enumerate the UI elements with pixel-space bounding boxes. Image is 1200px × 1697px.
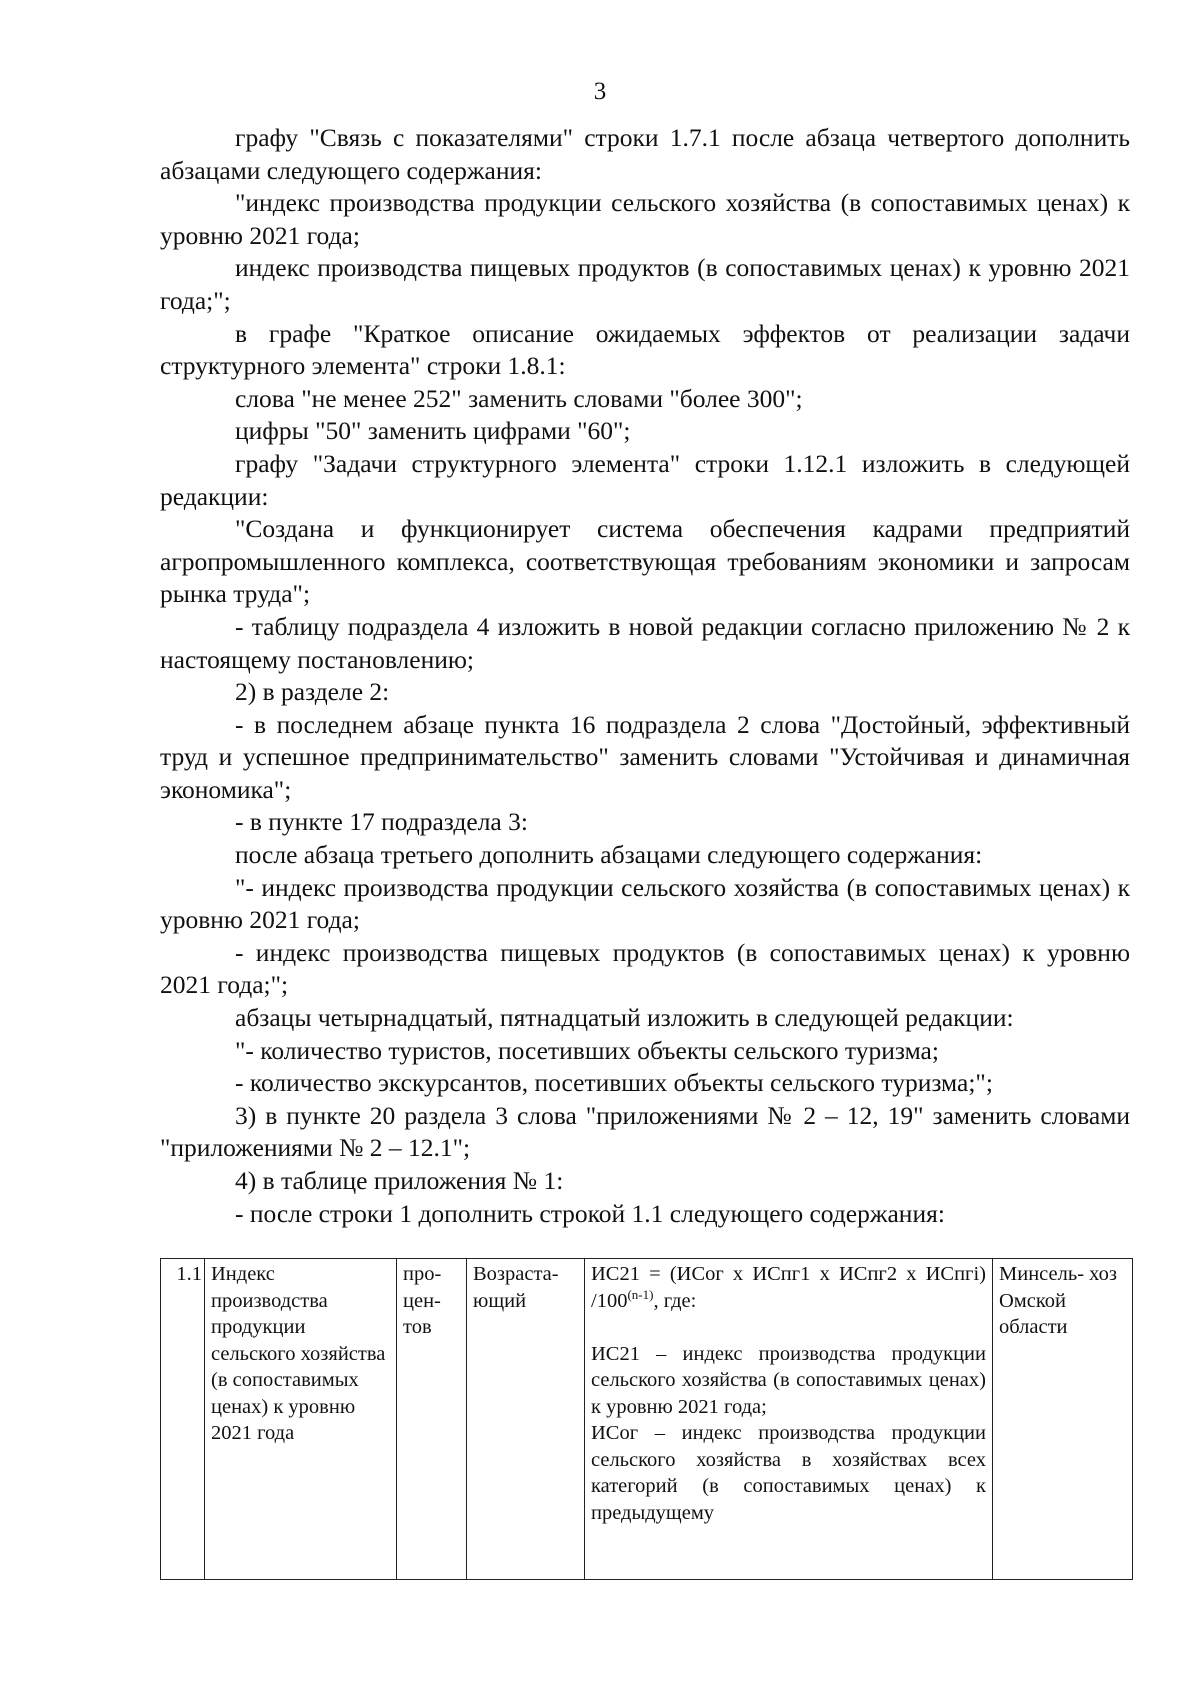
formula-definition: ИСог – индекс производства продукции сельского хозяйства в хозяйствах всех категорий (в сопоставимых ценах) к предыдущему — [591, 1422, 986, 1524]
paragraph: - в последнем абзаце пункта 16 подраздела 2 слова "Достойный, эффективный труд и успешное предпринимательство" заменить словами "Устойчивая и динамичная экономика"; — [160, 709, 1130, 804]
body-text — [160, 122, 1130, 1230]
table-row — [161, 1259, 1133, 1580]
paragraph: графу "Задачи структурного элемента" строки 1.12.1 изложить в следующей редакции: — [160, 448, 1130, 511]
paragraph: - в пункте 17 подраздела 3: — [235, 807, 528, 837]
row-number-cell: 1.1 — [161, 1259, 205, 1580]
paragraph: цифры "50" заменить цифрами "60"; — [235, 416, 631, 446]
paragraph: 3) в пункте 20 раздела 3 слова "приложениями № 2 – 12, 19" заменить словами "приложениями № 2 – 12.1"; — [160, 1100, 1130, 1163]
paragraph: слова "не менее 252" заменить словами "более 300"; — [235, 383, 803, 413]
formula-cell — [585, 1259, 993, 1580]
paragraph: абзацы четырнадцатый, пятнадцатый изложить в следующей редакции: — [235, 1003, 1014, 1033]
paragraph: 4) в таблице приложения № 1: — [235, 1166, 564, 1195]
paragraph: в графе "Краткое описание ожидаемых эффектов от реализации задачи структурного элемента" строки 1.8.1: — [160, 318, 1130, 381]
paragraph: - таблицу подраздела 4 изложить в новой редакции согласно приложению № 2 к настоящему постановлению; — [160, 611, 1130, 674]
paragraph: после абзаца третьего дополнить абзацами следующего содержания: — [235, 840, 983, 870]
paragraph: - после строки 1 дополнить строкой 1.1 следующего содержания: — [235, 1198, 945, 1228]
paragraph: 2) в разделе 2: — [235, 677, 390, 707]
formula — [591, 1261, 986, 1314]
page-number: 3 — [593, 78, 607, 105]
responsible-cell: Минсель- хоз Омской области — [993, 1259, 1133, 1580]
paragraph: "- количество туристов, посетивших объекты сельского туризма; — [235, 1035, 939, 1065]
formula-tail: , где: — [653, 1289, 697, 1312]
direction-cell: Возраста- ющий — [467, 1259, 585, 1580]
appendix-table — [160, 1258, 1133, 1580]
paragraph: - индекс производства пищевых продуктов (в сопоставимых ценах) к уровню 2021 года;"; — [160, 937, 1130, 1000]
paragraph: графу "Связь с показателями" строки 1.7.1 после абзаца четвертого дополнить абзацами следующего содержания: — [160, 123, 1130, 185]
formula-definition: ИС21 – индекс производства продукции сельского хозяйства (в сопоставимых ценах) к уровню 2021 года; — [591, 1342, 986, 1418]
unit-cell: про- цен- тов — [397, 1259, 467, 1580]
paragraph: "Создана и функционирует система обеспечения кадрами предприятий агропромышленного комплекса, соответствующая требованиям экономики и запросам рынка труда"; — [160, 514, 1130, 609]
paragraph: - количество экскурсантов, посетивших объекты сельского туризма;"; — [235, 1068, 993, 1098]
paragraph: индекс производства пищевых продуктов (в сопоставимых ценах) к уровню 2021 года;"; — [160, 253, 1130, 315]
indicator-cell: Индекс производства продукции сельского хозяйства (в сопоставимых ценах) к уровню 2021 года — [205, 1259, 397, 1580]
formula-exponent: (n-1) — [627, 1286, 654, 1302]
formula-main: ИС21 = (ИСог х ИСпг1 х ИСпг2 х ИСпгi) /100 — [591, 1263, 986, 1312]
paragraph: "- индекс производства продукции сельского хозяйства (в сопоставимых ценах) к уровню 2021 года; — [160, 872, 1130, 935]
spacer — [591, 1314, 986, 1341]
paragraph: "индекс производства продукции сельского хозяйства (в сопоставимых ценах) к уровню 2021 года; — [160, 188, 1130, 250]
